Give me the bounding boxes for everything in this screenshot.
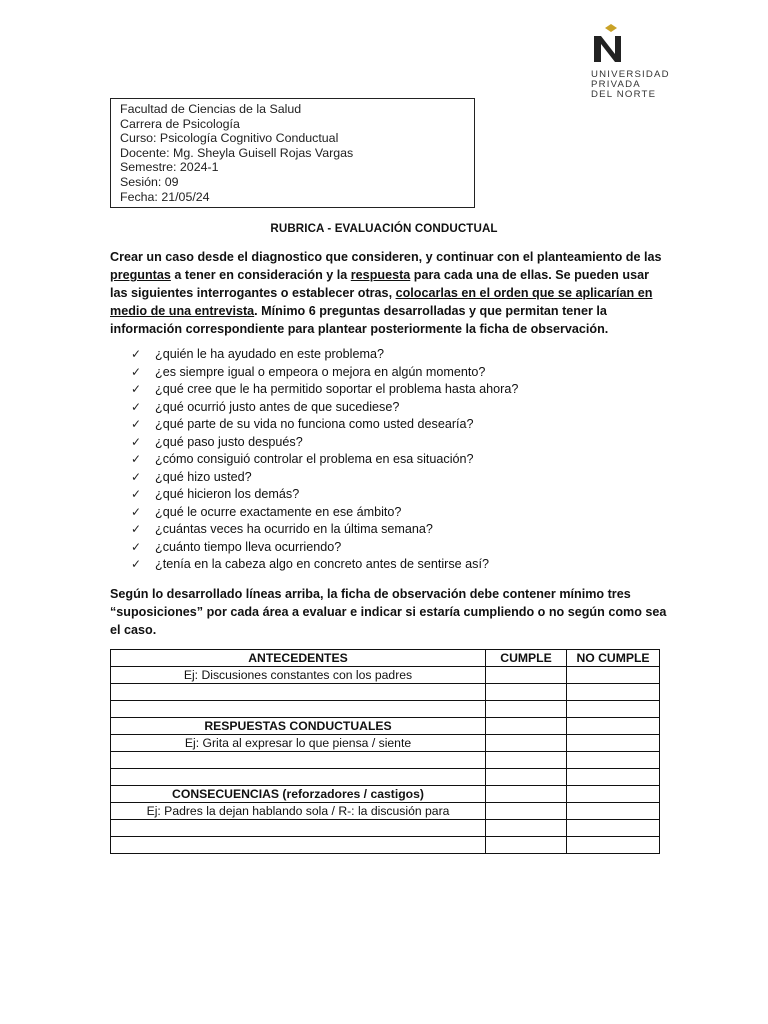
table-row bbox=[111, 684, 660, 701]
info-date: Fecha: 21/05/24 bbox=[120, 189, 210, 204]
instructions-paragraph bbox=[110, 248, 665, 338]
blank-cell bbox=[111, 701, 486, 718]
upn-n-logo-icon bbox=[591, 24, 631, 64]
cumple-cell bbox=[486, 769, 567, 786]
info-course: Curso: Psicología Cognitivo Conductual bbox=[120, 131, 339, 146]
table-row bbox=[111, 803, 660, 820]
table-row bbox=[111, 820, 660, 837]
blank-cell bbox=[111, 769, 486, 786]
no-cumple-cell bbox=[567, 718, 660, 735]
question-text: ¿qué ocurrió justo antes de que sucediese? bbox=[155, 399, 400, 414]
course-info-box bbox=[110, 98, 475, 208]
checkmark-icon: ✓ bbox=[131, 382, 142, 396]
question-item bbox=[131, 416, 518, 434]
checkmark-icon: ✓ bbox=[131, 539, 142, 554]
table-row bbox=[111, 769, 660, 786]
question-item bbox=[131, 381, 518, 399]
blank-cell bbox=[111, 684, 486, 701]
closing-paragraph: Según lo desarrollado líneas arriba, la ficha de observación debe contener mínimo tres “suposiciones” por cada área a evaluar e indicar si estaría cumpliendo o no según como sea el caso. bbox=[110, 587, 667, 637]
checkmark-icon: ✓ bbox=[131, 557, 142, 571]
question-text: ¿qué le ocurre exactamente en ese ámbito? bbox=[155, 504, 402, 519]
table-row bbox=[111, 752, 660, 769]
checkmark-icon: ✓ bbox=[131, 434, 142, 449]
info-teacher: Docente: Mg. Sheyla Guisell Rojas Vargas bbox=[120, 145, 354, 160]
info-faculty: Facultad de Ciencias de la Salud bbox=[120, 102, 302, 116]
cumple-cell bbox=[486, 718, 567, 735]
info-session: Sesión: 09 bbox=[120, 174, 179, 189]
question-item bbox=[131, 539, 518, 557]
no-cumple-cell bbox=[567, 786, 660, 803]
blank-cell bbox=[111, 752, 486, 769]
no-cumple-cell bbox=[567, 769, 660, 786]
question-item bbox=[131, 399, 518, 417]
checkmark-icon: ✓ bbox=[131, 399, 142, 414]
question-item bbox=[131, 469, 518, 487]
logo-text-line3: DEL NORTE bbox=[591, 89, 657, 100]
question-item bbox=[131, 434, 518, 452]
rubric-table bbox=[110, 649, 660, 854]
question-text: ¿quién le ha ayudado en este problema? bbox=[155, 347, 384, 361]
column-header-no-cumple: NO CUMPLE bbox=[567, 650, 660, 667]
blank-cell bbox=[111, 820, 486, 837]
question-text: ¿cuánto tiempo lleva ocurriendo? bbox=[155, 539, 342, 554]
question-text: ¿tenía en la cabeza algo en concreto antes de sentirse así? bbox=[155, 557, 489, 571]
question-text: ¿cuántas veces ha ocurrido en la última semana? bbox=[155, 522, 433, 536]
question-item bbox=[131, 486, 518, 504]
question-text: ¿qué hicieron los demás? bbox=[155, 487, 300, 501]
no-cumple-cell bbox=[567, 820, 660, 837]
question-item bbox=[131, 556, 518, 574]
question-text: ¿es siempre igual o empeora o mejora en algún momento? bbox=[155, 364, 486, 379]
checkmark-icon: ✓ bbox=[131, 364, 142, 379]
question-item bbox=[131, 504, 518, 522]
cumple-cell bbox=[486, 735, 567, 752]
table-row bbox=[111, 786, 660, 803]
example-cell: Ej: Padres la dejan hablando sola / R-: la discusión para bbox=[111, 803, 486, 820]
question-item bbox=[131, 346, 518, 364]
table-row bbox=[111, 718, 660, 735]
column-header-cumple: CUMPLE bbox=[486, 650, 567, 667]
table-row bbox=[111, 667, 660, 684]
cumple-cell bbox=[486, 752, 567, 769]
question-checklist bbox=[131, 346, 518, 574]
checkmark-icon: ✓ bbox=[131, 487, 142, 501]
question-item bbox=[131, 364, 518, 382]
example-cell: Ej: Discusiones constantes con los padres bbox=[111, 667, 486, 684]
document-title: RUBRICA - EVALUACIÓN CONDUCTUAL bbox=[270, 222, 498, 235]
cumple-cell bbox=[486, 820, 567, 837]
table-row bbox=[111, 701, 660, 718]
intro-text-4: . Mínimo 6 preguntas desarrolladas y que permitan tener la información correspondiente para plantear posteriormente la ficha de observación. bbox=[110, 304, 609, 336]
cumple-cell bbox=[486, 667, 567, 684]
intro-text-3: para cada una de ellas. Se pueden usar las siguientes interrogantes o establecer otras, bbox=[110, 268, 649, 300]
logo-text-line2: PRIVADA bbox=[591, 79, 641, 90]
checkmark-icon: ✓ bbox=[131, 522, 142, 536]
cumple-cell bbox=[486, 837, 567, 854]
no-cumple-cell bbox=[567, 735, 660, 752]
question-text: ¿qué hizo usted? bbox=[155, 469, 252, 484]
intro-underline-respuesta: respuesta bbox=[350, 268, 411, 282]
no-cumple-cell bbox=[567, 684, 660, 701]
question-text: ¿qué cree que le ha permitido soportar el problema hasta ahora? bbox=[155, 382, 519, 396]
cumple-cell bbox=[486, 701, 567, 718]
intro-text-1: Crear un caso desde el diagnostico que consideren, y continuar con el planteamiento de las bbox=[110, 250, 662, 264]
question-item bbox=[131, 451, 518, 469]
no-cumple-cell bbox=[567, 803, 660, 820]
table-row bbox=[111, 837, 660, 854]
question-text: ¿cómo consiguió controlar el problema en esa situación? bbox=[155, 452, 474, 466]
table-row bbox=[111, 650, 660, 667]
blank-cell bbox=[111, 837, 486, 854]
intro-underline-orden: colocarlas en el orden que se aplicarían en medio de una entrevista bbox=[110, 286, 653, 318]
logo-text-line1: UNIVERSIDAD bbox=[591, 69, 670, 80]
no-cumple-cell bbox=[567, 837, 660, 854]
info-career: Carrera de Psicología bbox=[120, 116, 240, 131]
question-text: ¿qué parte de su vida no funciona como usted desearía? bbox=[155, 417, 474, 431]
no-cumple-cell bbox=[567, 701, 660, 718]
cumple-cell bbox=[486, 803, 567, 820]
intro-underline-preguntas: preguntas bbox=[110, 268, 171, 282]
checkmark-icon: ✓ bbox=[131, 469, 142, 484]
section-header-consecuencias: CONSECUENCIAS (reforzadores / castigos) bbox=[111, 786, 486, 803]
cumple-cell bbox=[486, 684, 567, 701]
question-item bbox=[131, 521, 518, 539]
info-semester: Semestre: 2024-1 bbox=[120, 160, 219, 175]
intro-text-2: a tener en consideración y la bbox=[170, 268, 351, 282]
table-row bbox=[111, 735, 660, 752]
no-cumple-cell bbox=[567, 667, 660, 684]
checkmark-icon: ✓ bbox=[131, 347, 142, 361]
section-header-respuestas: RESPUESTAS CONDUCTUALES bbox=[111, 718, 486, 735]
section-header-antecedentes: ANTECEDENTES bbox=[111, 650, 486, 667]
checkmark-icon: ✓ bbox=[131, 417, 142, 431]
checkmark-icon: ✓ bbox=[131, 504, 142, 519]
example-cell: Ej: Grita al expresar lo que piensa / siente bbox=[111, 735, 486, 752]
question-text: ¿qué paso justo después? bbox=[155, 434, 303, 449]
checkmark-icon: ✓ bbox=[131, 452, 142, 466]
no-cumple-cell bbox=[567, 752, 660, 769]
university-logo bbox=[587, 24, 687, 100]
cumple-cell bbox=[486, 786, 567, 803]
